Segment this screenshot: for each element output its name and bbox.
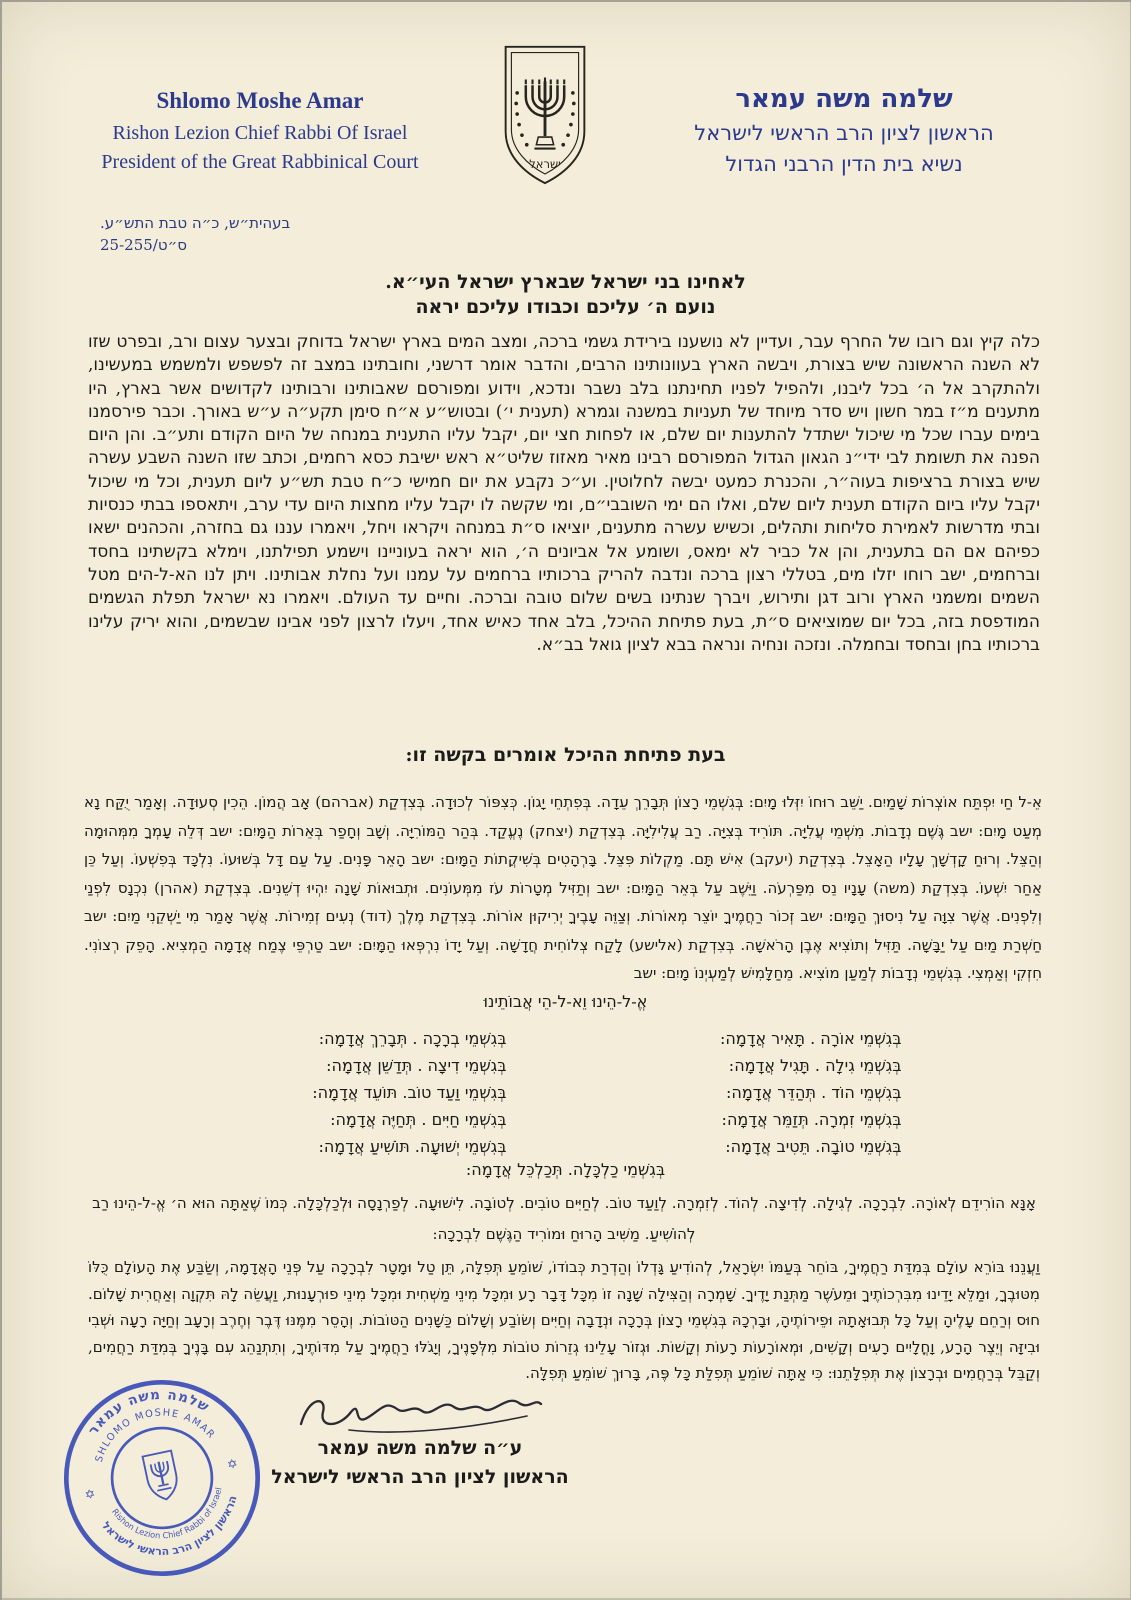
handwritten-signature-icon — [291, 1384, 549, 1436]
letterhead-title1-he: הראשון לציון הרב הראשי לישראל — [694, 121, 994, 145]
date-block — [100, 212, 290, 256]
stamp-title-hebrew: הראשון לציון הרב הראשי לישראל — [99, 1493, 240, 1559]
letterhead-english — [64, 88, 456, 177]
signatory-name: ע״ה שלמה משה עמאר — [317, 1437, 523, 1459]
final-paragraph: וַעֲנֵנוּ בּוֹרֵא עוֹלָם בְּמִדַּת רַחֲמֶיךָ, בּוֹחֵר בְּעַמּוֹ יִשְׂרָאֵל, לְהוֹדִיעַ גָּדְלוֹ וְהַדְרַת כְּבוֹדוֹ, שׁוֹמֵעַ תְּפִלָּה, תֵּן טַל וּמָטָר לִבְרָכָה עַל פְּנֵי הָאֲדָמָה, וְשַׂבַּע אֶת הָעוֹלָם כֻּלּוֹ מִטּוּבֶךָ, וּמַלֵּא יָדֵינוּ מִבִּרְכוֹתֶיךָ וּמֵעֹשֶׁר מַתְּנַת יָדֶיךָ. שָׁמְרָה וְהַצִּילָה שָׁנָה זוֹ מִכָּל דָּבָר רָע וּמִכָּל מִינֵי מַשְׁחִית וּמִכָּל מִינֵי פוּרְעָנוּת, וַעֲשֵׂה לָהּ תִּקְוָה וְאַחֲרִית שָׁלוֹם. חוּס וְרַחֵם עָלֶיהָ וְעַל כָּל תְּבוּאָתָהּ וּפֵירוֹתֶיהָ, וּבָרְכָהּ בְּגִשְׁמֵי רָצוֹן בְּרָכָה וּנְדָבָה וְחַיִּים וְשׂוֹבַע וְשָׁלוֹם כַּשָּׁנִים הַטּוֹבוֹת. וְהָסֵר מִמֶּנּוּ דֶּבֶר וְחֶרֶב וְרָעָב וְחַיָּה רָעָה וּשְׁבִי וּבִיזָּה וְיֵצֶר הָרָע, וָחֳלָיִים רָעִים וְקָשִׁים, וּמְאוֹרָעוֹת רָעוֹת וְקָשׁוֹת. וּגְזוֹר עָלֵינוּ גְזֵרוֹת טוֹבוֹת מִלְּפָנֶיךָ, וְיָגֹלּוּ רַחֲמֶיךָ עַל מִדּוֹתֶיךָ, וְתִתְנַהֵג עִם בָּנֶיךָ בְּמִדַּת רַחֲמִים, וְקַבֵּל בְּרַחֲמִים וּבְרָצוֹן אֶת תְּפִלָּתֵנוּ: כִּי אַתָּה שׁוֹמֵעַ תְּפִלַּת כָּל פֶּה, בָּרוּךְ שׁוֹמֵעַ תְּפִלָּה. — [88, 1258, 1040, 1382]
signature-block — [250, 1384, 590, 1492]
geshem-line: בְּגִשְׁמֵי בְרָכָה . תְּבָרֵךְ אֲדָמָה: — [318, 1029, 507, 1048]
star-of-david-icon: ✡ — [83, 1485, 97, 1503]
geshem-line: בְּגִשְׁמֵי טוֹבָה. תֵּטִיב אֲדָמָה: — [725, 1137, 902, 1156]
geshem-blessings-grid — [230, 1028, 902, 1158]
geshem-line: בְּגִשְׁמֵי חַיִּים . תְּחַיֶּה אֲדָמָה: — [330, 1110, 507, 1129]
letterhead-hebrew — [638, 84, 1050, 180]
geshem-line: בְּגִשְׁמֵי אוֹרָה . תָּאִיר אֲדָמָה: — [719, 1029, 902, 1048]
stamp-center-emblem-icon — [143, 1451, 181, 1503]
letterhead-name-he: שלמה משה עמאר — [735, 84, 953, 114]
stamp-name-hebrew: שלמה משה עמאר — [85, 1386, 213, 1439]
geshem-line: בְּגִשְׁמֵי זִמְרָה. תְּזַמֵּר אֲדָמָה: — [721, 1110, 902, 1129]
reference-number: 25-255/ס״ט — [100, 236, 187, 254]
letter-title — [0, 270, 1131, 320]
signatory-title: הראשון לציון הרב הראשי לישראל — [271, 1466, 569, 1488]
ana-paragraph: אָנָּא הוֹרִידֵם לְאוֹרָה. לִבְרָכָה. לְגִילָה. לְדִיצָה. לְהוֹד. לְזִמְרָה. לְוַעַד טוֹב. לְחַיִּים טוֹבִים. לְטוֹבָה. לִישׁוּעָה. לְפַרְנָסָה וּלְכַלְכָּלָה. כְּמוֹ שֶׁאַתָּה הוּא ה׳ אֱ-ל-הֵינוּ רַב לְהוֹשִׁיעַ. מַשִּׁיב הָרוּחַ וּמוֹרִיד הַגֶּשֶׁם לִבְרָכָה: — [92, 1194, 1036, 1243]
emblem-caption: ישראל — [529, 156, 561, 171]
hebrew-date-line: בעהית״ש, כ״ה טבת התש״ע. — [100, 214, 291, 232]
stamp-title-english: Rishon Lezion Chief Rabbi of Israel — [110, 1486, 224, 1541]
prayer-heading: בעת פתיחת ההיכל אומרים בקשה זו: — [405, 744, 726, 766]
letter-title-line2: נועם ה׳ עליכם וכבודו עליכם יראה — [415, 296, 716, 318]
geshem-line: בְּגִשְׁמֵי יְשׁוּעָה. תּוֹשִׁיעַ אֲדָמָה: — [318, 1137, 507, 1156]
letterhead-title1-en: Rishon Lezion Chief Rabbi Of Israel — [112, 122, 408, 144]
geshem-line: בְּגִשְׁמֵי וַעַד טוֹב. תּוֹעֵד אֲדָמָה: — [312, 1083, 507, 1102]
invocation-line: אֱ-ל-הֵינוּ וֵא-ל-הֵי אֲבוֹתֵינוּ — [483, 992, 648, 1011]
main-body-paragraph: כלה קיץ וגם רובו של החרף עבר, ועדיין לא נושענו בירידת גשמי ברכה, ומצב המים בארץ ישראל בדוחק ובצער עצום ורב, ובפרט שזו לא השנה הראשונה שיש בצורת, ויבשה הארץ בעוונותינו הרבים, והדבר אומר דרשני, וחובתינו במצב זה לפשפש ולמשמש במעשינו, ולהתקרב אל ה׳ בכל ליבנו, ולהפיל לפניו תחינתנו בלב נשבר ונדכא, וידוע ומפורסם שאבותינו ורבותינו לקדושים אשר בארץ, היו מתענים מ״ז במר חשון ויש סדר מיוחד של תעניות במשנה וגמרא (תענית י׳) ובטוש״ע א״ח סימן תקע״ה ע״ש באורך. וכבר פירסמנו בימים עברו שכל מי שיכול ישתדל להתענות יום שלם, או לפחות חצי יום, יקבל עליו התענית במנחה של היום הקודם ותע״ב. והן היום הפנה את תשומת לבי ידי״נ הגאון הגדול המפורסם רבינו מאיר מאזוז שליט״א ראש ישיבת כסא רחמים, וכתב שזו השנה השבע עשרה שיש בצורת ברציפות בעוה״ר, והכנרת כמעט יבשה לחלוטין. וע״כ נקבע את יום חמישי כ״ח טבת תש״ע ליום תענית, וכל מי שיכול יקבל עליו ביום הקודם תענית ליום שלם, ואלו הם ימי השובבי״ם, ומי שקשה לו יקבל עליו מחצות היום עדי ערב, ויתאספו בבתי כנסיות ובתי מדרשות לאמירת סליחות ותהלים, וכשיש עשרה מתענים, יוציאו ס״ת במנחה ויקראו ויחל, ויאמרו עננו גם בחזרה, והכהנים ישאו כפיהם אם הם בתענית, והן אל כביר לא ימאס, ושומע אל אביונים ה׳, הוא יראה בעוניינו וישמע תפילתנו, וימלא בקשתינו בחסד וברחמים, ישב רוחו יזלו מים, בטללי רצון ברכה ונדבה להריק ברכותיו ברחמים על עמנו ועל נחלת אבותינו. ויתן לנו הא-ל-הים מטל השמים ומשמני הארץ ורוב דגן ותירוש, ויברך שנתינו בשים שלום טובה וברכה. וחיים עד העולם. ויאמרו נא ישראל תפלת הגשמים המודפסת בזה, בכל יום שמוציאים ס״ת, בעת פתיחת ההיכל, בלב אחד כאיש אחד, ויעלו לרצון לפני אבינו שבשמים, והוא יריק עלינו ברכותיו בחן ובחסד ובחמלה. ונזכה ונחיה ונראה בבא לציון גואל בב״א. — [88, 332, 1041, 655]
israel-emblem-icon — [497, 42, 593, 188]
letterhead-title2-en: President of the Great Rabbinical Court — [101, 151, 419, 173]
geshem-line: בְּגִשְׁמֵי גִילָה . תָּגִיל אֲדָמָה: — [728, 1056, 902, 1075]
geshem-closing-line: בְּגִשְׁמֵי כַלְכָּלָה. תְּכַלְכֵּל אֲדָמָה: — [465, 1160, 666, 1179]
prayer-text: אֵ-ל חַי יִפְתַּח אוֹצְרוֹת שָׁמַיִם. יַשֵּׁב רוּחוֹ יִזְּלוּ מָיִם: בְּגִשְׁמֵי רָצוֹן תְּבָרֵךְ עֵדָה. בְּפִתְחֵי יָגוֹן. כְּצִפּוֹר לְכוּדָה. בְּצִדְקַת (אברהם) אָב הֲמוֹן. הֵכִין סְעוּדָה. וְאָמַר יֻקַּח נָא מְעַט מָיִם: ישב גֶּשֶׁם נְדָבוֹת. מִשְׁמֵי עֲלִיָּה. תּוֹרִיד בְּצִיָּה. רַב עֲלִילִיָּה. בְּצִדְקַת (יצחק) נֶעֱקַד. בְּהַר הַמּוֹרִיָּה. וְשָׁב וְחָפַר בְּאֵרוֹת הַמָּיִם: ישב דְּלֵה עָמְךָ מִמְּהוּמָה וְהַצֵּל. וְרוּחַ קָדְשָׁךְ עָלָיו הַאָצֵל. בְּצִדְקַת (יעקב) אִישׁ תָּם. מַקְלוֹת פִּצֵּל. בָּרְהָטִים בְּשִׁיקֲתוֹת הַמָּיִם: ישב הָאֵר פָּנִים. עַל עַם דָּל בְּשׁוּעוֹ. נִלְכָּד בְּפִשְׁעוֹ. וְעַל כֵּן אַחַר יִשְׁעוֹ. בְּצִדְקַת (משה) עָנָיו נֵס מִפַּרְעֹה. וַיֵּשֶׁב עַל בְּאֵר הַמָּיִם: ישב וְתַזִּיל מְטָרוֹת עֹז מִמְּעוֹנִים. וּתְבוּאוֹת שָׁנָה יִהְיוּ דְשֵׁנִים. בְּצִדְקַת (אהרן) נִכְנָס לִפְנַי וְלִפְנִים. אֲשֶׁר צִוָּה עַל נִיסוּךְ הַמָּיִם: ישב זְכוֹר רַחֲמֶיךָ יוֹצֵר מְאוֹרוֹת. וְצַוֵּה עָבֶיךָ יְרִיקוּן אוֹרוֹת. בְּצִדְקַת מֶלֶךְ (דוד) נְעִים זְמִירוֹת. אֲשֶׁר אָמַר מִי יַשְׁקֵנִי מַיִם: ישב חַשְׁרַת מַיִם עַל יַבָּשָׁה. תַּזִּיל וְתוֹצִיא אֶבֶן הָרֹאשָׁה. בְּצִדְקַת (אלישע) לָקַח צְלוֹחִית חֲדָשָׁה. וְעַל יָדוֹ נִרְפְּאוּ הַמָּיִם: ישב טַרְפֵּי צֶמַח אֲדָמָה הַמְצִיא. הָפֵק רְצוֹנִי. חִזְקִי וְאַמְצִי. בְּגִשְׁמֵי נְדָבוֹת לְמַעַן מוֹצִיא. מֵחַלָּמִישׁ לְמַעְיְנוֹ מָיִם: ישב — [84, 793, 1043, 982]
letterhead-name-en: Shlomo Moshe Amar — [156, 88, 364, 113]
geshem-blessings-list — [0, 1028, 1131, 1158]
geshem-line: בְּגִשְׁמֵי דִיצָה . תְּדַשֵּׁן אֲדָמָה: — [326, 1056, 507, 1075]
letter-title-line1: לאחינו בני ישראל שבארץ ישראל העי״א. — [385, 271, 746, 293]
star-of-david-icon: ✡ — [225, 1455, 240, 1473]
geshem-line: בְּגִשְׁמֵי הוֹד . תְּהַדֵּר אֲדָמָה: — [726, 1083, 902, 1102]
rabbi-stamp-icon — [39, 1355, 286, 1600]
letterhead-title2-he: נשיא בית הדין הרבני הגדול — [725, 152, 963, 176]
stamp-name-english: SHLOMO MOSHE AMAR — [93, 1407, 218, 1464]
